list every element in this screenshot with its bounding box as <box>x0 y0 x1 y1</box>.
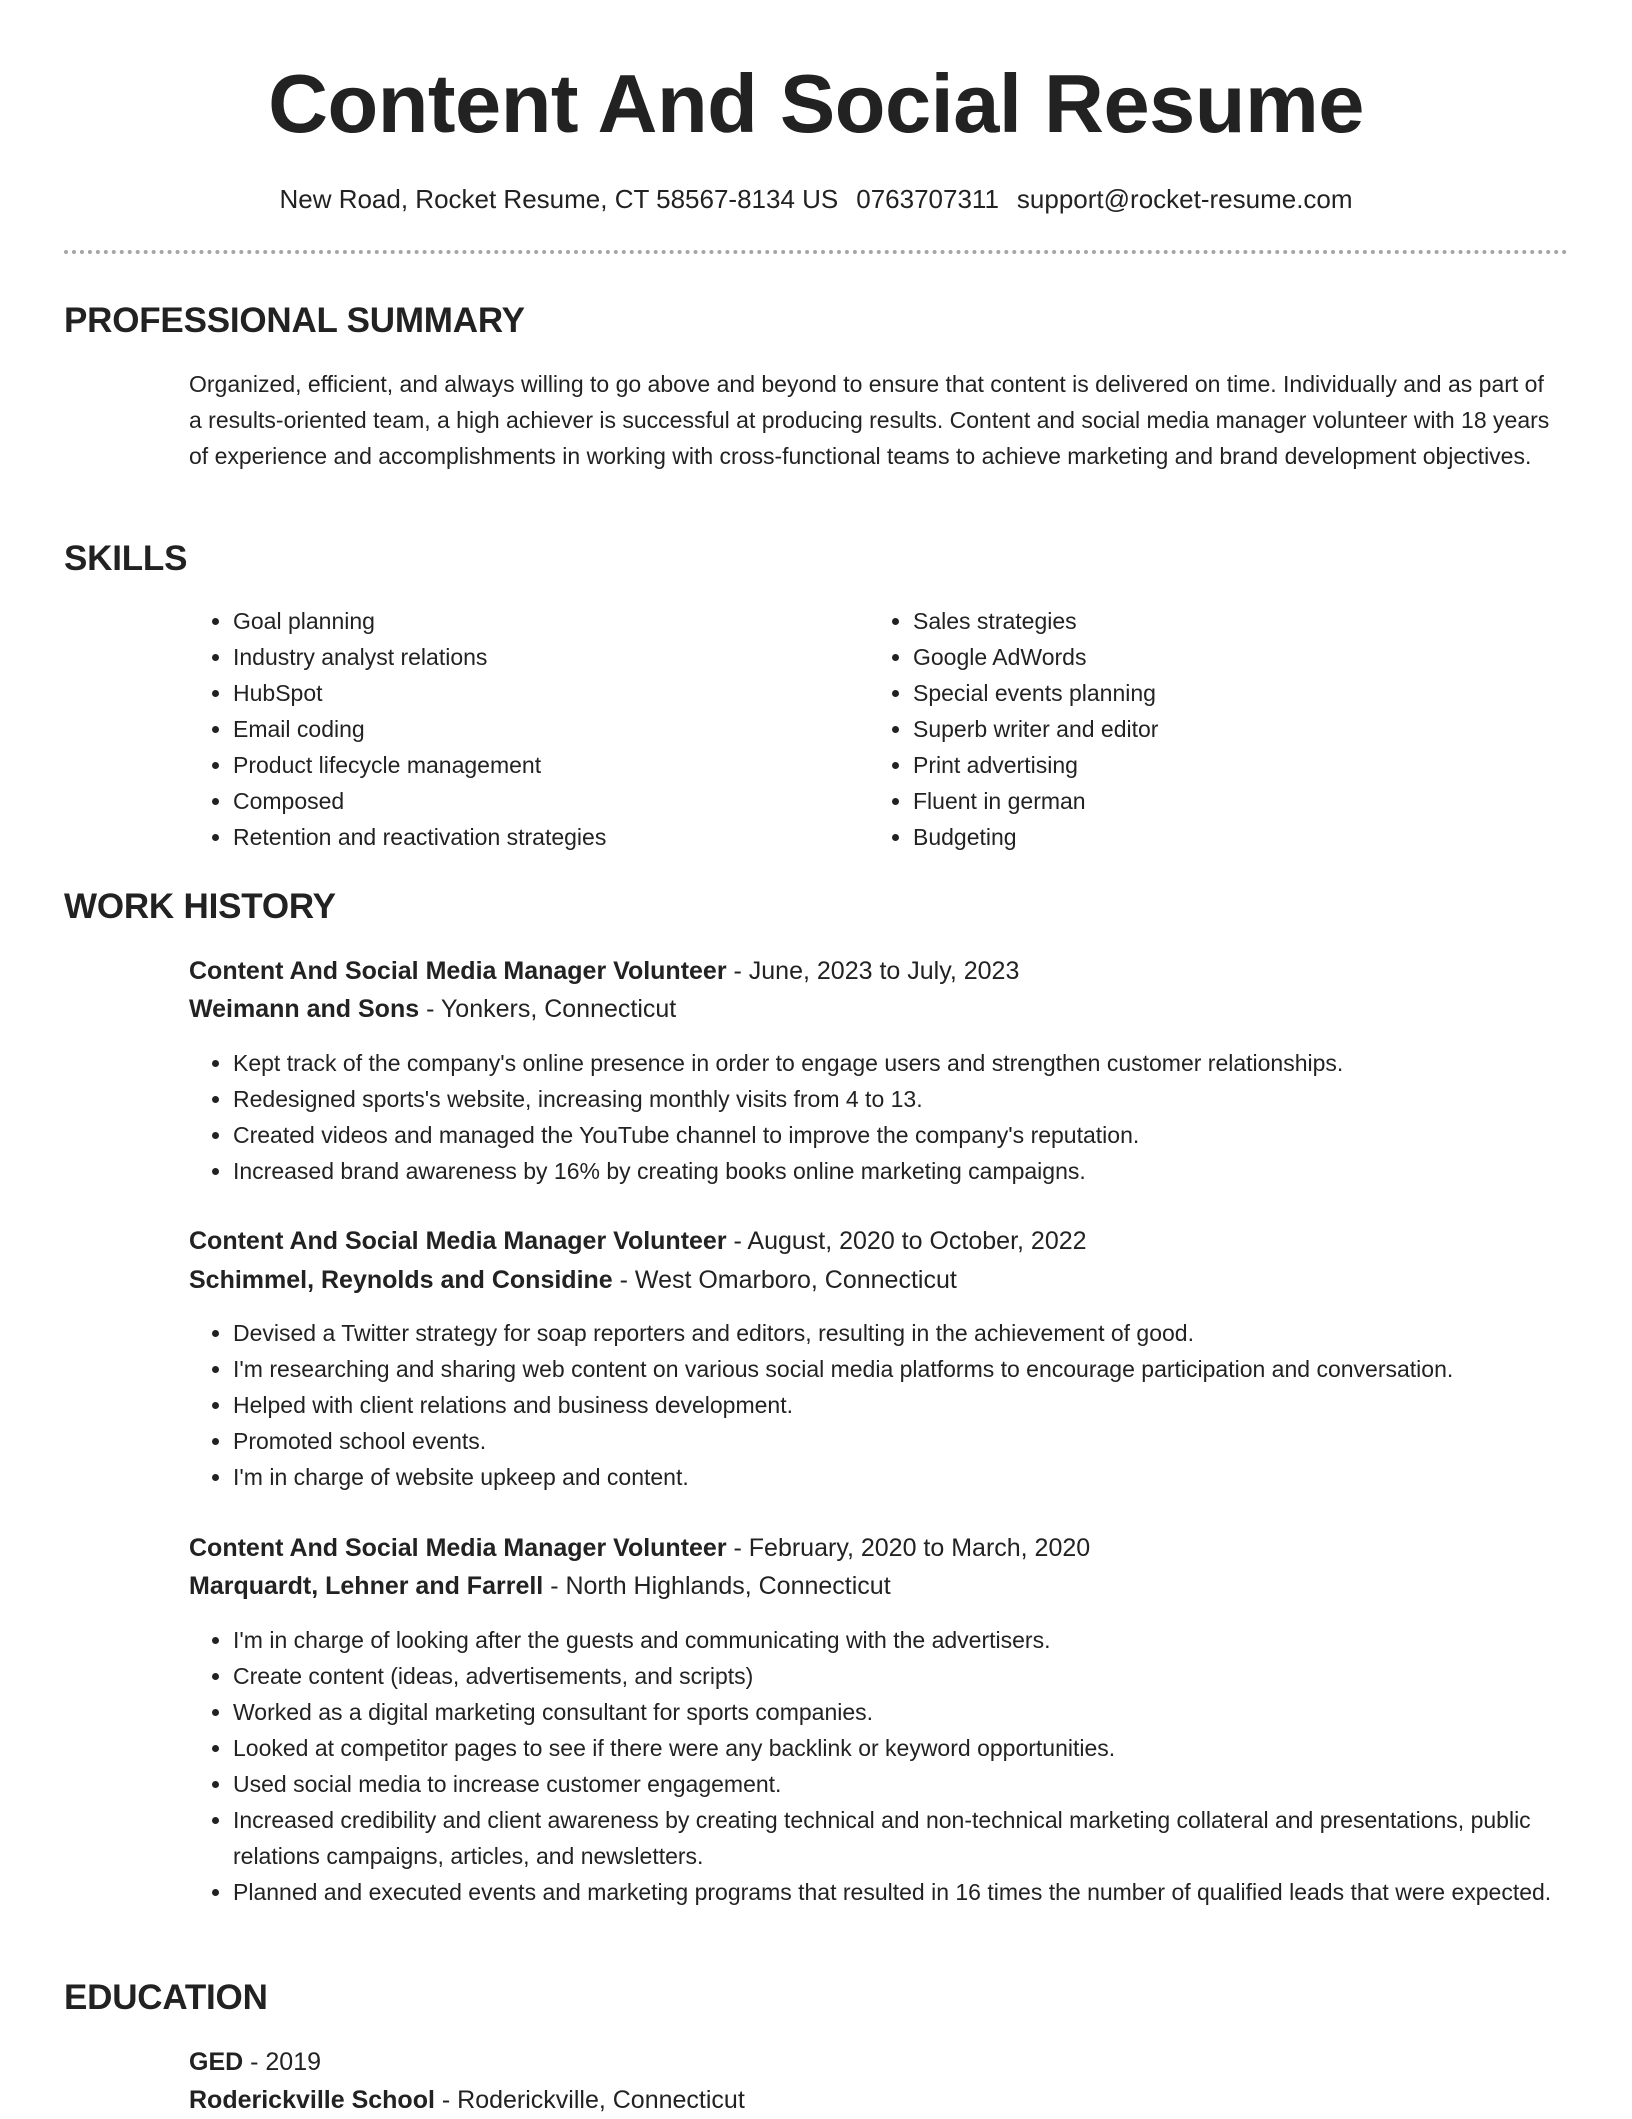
work-heading: WORK HISTORY <box>64 887 336 926</box>
job-company: Marquardt, Lehner and Farrell <box>189 1572 544 1600</box>
skill-item: • Sales strategies <box>913 603 1553 639</box>
skill-item: • Goal planning <box>233 603 853 639</box>
job-company: Schimmel, Reynolds and Considine <box>189 1266 613 1294</box>
job-title: Content And Social Media Manager Volunteer <box>189 957 727 985</box>
job-company-line <box>189 1261 957 1299</box>
summary-heading: PROFESSIONAL SUMMARY <box>64 301 525 340</box>
skill-item: • Industry analyst relations <box>233 639 853 675</box>
job-bullets <box>189 1315 1632 1495</box>
job-bullet: • Create content (ideas, advertisements, and scripts) <box>233 1658 1593 1694</box>
job-bullet: • I'm in charge of website upkeep and content. <box>233 1459 1632 1495</box>
job-bullet: • Looked at competitor pages to see if there were any backlink or keyword opportunities. <box>233 1730 1593 1766</box>
job-bullet: • Devised a Twitter strategy for soap reporters and editors, resulting in the achievement of good. <box>233 1315 1632 1351</box>
education-location: - Roderickville, Connecticut <box>434 2086 745 2114</box>
job-location: - West Omarboro, Connecticut <box>612 1266 957 1294</box>
education-degree: GED <box>189 2048 244 2076</box>
skill-item: • Fluent in german <box>913 783 1553 819</box>
skill-item: • Budgeting <box>913 819 1553 855</box>
job-title-line <box>189 1529 1090 1567</box>
education-heading: EDUCATION <box>64 1978 268 2017</box>
contact-line <box>0 181 1632 217</box>
job-title-line <box>189 1222 1087 1260</box>
job-location: - Yonkers, Connecticut <box>419 995 677 1023</box>
contact-email: support@rocket-resume.com <box>1016 184 1353 214</box>
contact-phone: 0763707311 <box>856 184 999 214</box>
job-bullet: • Promoted school events. <box>233 1423 1632 1459</box>
skill-item: • Composed <box>233 783 853 819</box>
job-bullet: • Redesigned sports's website, increasing monthly visits from 4 to 13. <box>233 1081 1613 1117</box>
job-title: Content And Social Media Manager Volunteer <box>189 1534 727 1562</box>
skills-list-right <box>869 603 1553 855</box>
job-dates: - February, 2020 to March, 2020 <box>726 1534 1091 1562</box>
skills-list-left <box>189 603 853 855</box>
skill-item: • Product lifecycle management <box>233 747 853 783</box>
job-bullet: • Increased credibility and client awareness by creating technical and non-technical marketing collateral and presentations, public relations campaigns, articles, and newsletters. <box>233 1802 1593 1874</box>
header-divider <box>64 250 1568 254</box>
skill-item: • Special events planning <box>913 675 1553 711</box>
job-bullet: • Created videos and managed the YouTube channel to improve the company's reputation. <box>233 1117 1613 1153</box>
job-bullets <box>189 1045 1613 1189</box>
job-company: Weimann and Sons <box>189 995 420 1023</box>
job-bullet: • Used social media to increase customer engagement. <box>233 1766 1593 1802</box>
job-bullet: • Planned and executed events and marketing programs that resulted in 16 times the number of qualified leads that were expected. <box>233 1874 1593 1910</box>
skill-item: • Retention and reactivation strategies <box>233 819 853 855</box>
education-degree-line <box>189 2043 321 2081</box>
job-title: Content And Social Media Manager Volunteer <box>189 1227 727 1255</box>
skills-heading: SKILLS <box>64 539 188 578</box>
job-bullet: • Worked as a digital marketing consultant for sports companies. <box>233 1694 1593 1730</box>
job-bullet: • Kept track of the company's online presence in order to engage users and strengthen customer relationships. <box>233 1045 1613 1081</box>
skill-item: • Email coding <box>233 711 853 747</box>
skill-item: • Superb writer and editor <box>913 711 1553 747</box>
education-school-line <box>189 2081 745 2119</box>
job-dates: - June, 2023 to July, 2023 <box>726 957 1020 985</box>
job-title-line <box>189 952 1019 990</box>
job-company-line <box>189 1567 891 1605</box>
job-bullet: • Increased brand awareness by 16% by creating books online marketing campaigns. <box>233 1153 1613 1189</box>
skill-item: • HubSpot <box>233 675 853 711</box>
skill-item: • Google AdWords <box>913 639 1553 675</box>
job-dates: - August, 2020 to October, 2022 <box>726 1227 1087 1255</box>
job-bullet: • I'm in charge of looking after the guests and communicating with the advertisers. <box>233 1622 1593 1658</box>
job-bullets <box>189 1622 1593 1910</box>
skill-item: • Print advertising <box>913 747 1553 783</box>
summary-text: Organized, efficient, and always willing to go above and beyond to ensure that content is delivered on time. Individually and as part of a results-oriented team, a high achiever is successful at producing results. Content and social media manager volunteer with 18 years of experience and accomplishments in working with cross-functional teams to achieve marketing and brand development objectives. <box>189 371 1550 469</box>
education-school: Roderickville School <box>189 2086 435 2114</box>
job-bullet: • Helped with client relations and business development. <box>233 1387 1632 1423</box>
education-year: - 2019 <box>243 2048 322 2076</box>
job-location: - North Highlands, Connecticut <box>543 1572 891 1600</box>
job-bullet: • I'm researching and sharing web content on various social media platforms to encourage participation and conversation. <box>233 1351 1632 1387</box>
resume-title: Content And Social Resume <box>268 57 1364 150</box>
job-company-line <box>189 990 676 1028</box>
contact-address: New Road, Rocket Resume, CT 58567-8134 US <box>279 184 839 214</box>
